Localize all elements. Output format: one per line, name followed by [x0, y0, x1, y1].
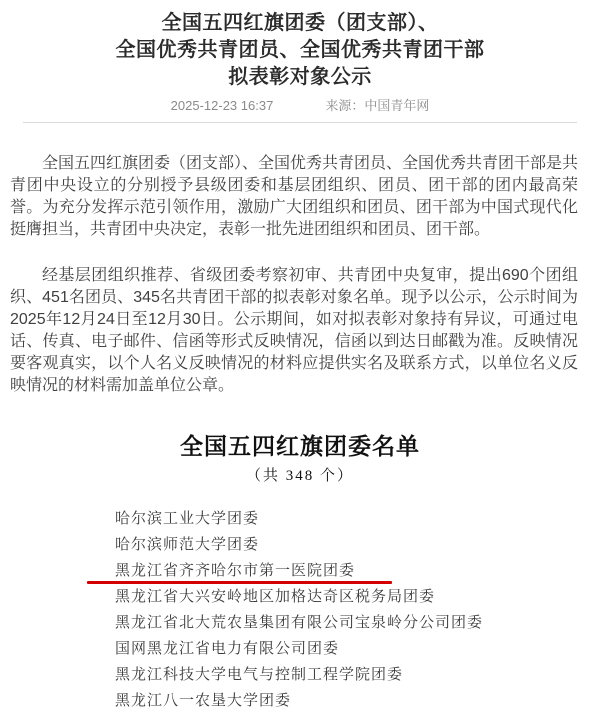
body-paragraph: 全国五四红旗团委（团支部）、全国优秀共青团员、全国优秀共青团干部是共青团中央设立的分别授予县级团委和基层团组织、团员、团干部的团内最高荣誉。为充分发挥示范引领作用，激励广大团组织和团员、团干部为中国式现代化挺膺担当，共青团中央决定，表彰一批先进团组织和团员、团干部。	[10, 155, 579, 238]
title-line: 全国优秀共青团员、全国优秀共青团干部	[115, 39, 485, 61]
list-item	[115, 535, 600, 555]
publish-date: 2025-12-23 16:37	[170, 98, 274, 113]
list-item-text: 哈尔滨师范大学团委	[115, 537, 260, 553]
list-item-text: 黑龙江省北大荒农垦集团有限公司宝泉岭分公司团委	[115, 615, 484, 631]
list-item	[115, 639, 600, 659]
list-item	[115, 613, 600, 633]
list-item-text: 黑龙江八一农垦大学团委	[115, 693, 292, 709]
list-item	[115, 509, 600, 529]
source-label: 来源：中国青年网	[325, 98, 430, 113]
list-item	[115, 665, 600, 685]
article-body	[0, 123, 600, 397]
list-item-highlighted	[115, 561, 600, 581]
article-meta	[0, 98, 600, 113]
list-count: （共 348 个）	[245, 468, 354, 484]
title-line: 全国五四红旗团委（团支部）、	[161, 12, 439, 34]
list-item	[115, 691, 600, 711]
list-item-text: 黑龙江省齐齐哈尔市第一医院团委	[115, 563, 356, 579]
list-item-text: 国网黑龙江省电力有限公司团委	[115, 641, 340, 657]
article-title	[0, 0, 600, 91]
highlight-underline	[87, 581, 392, 584]
list-item-text: 黑龙江省大兴安岭地区加格达奇区税务局团委	[115, 589, 436, 605]
list-heading: 全国五四红旗团委名单	[180, 434, 420, 459]
list-item-text: 哈尔滨工业大学团委	[115, 511, 260, 527]
title-line: 拟表彰对象公示	[228, 66, 372, 88]
list-item	[115, 587, 600, 607]
body-paragraph: 经基层团组织推荐、省级团委考察初审、共青团中央复审，提出690个团组织、451名团员、345名共青团干部的拟表彰对象名单。现予以公示，公示时间为2025年12月24日至12月30日。公示期间，如对拟表彰对象持有异议，可通过电话、传真、电子邮件、信函等形式反映情况，信函以到达日邮戳为准。反映情况要客观真实，以个人名义反映情况的材料应提供实名及联系方式，以单位名义反映情况的材料需加盖单位公章。	[10, 267, 578, 394]
list-item-text: 黑龙江科技大学电气与控制工程学院团委	[115, 667, 404, 683]
award-list	[115, 509, 600, 711]
